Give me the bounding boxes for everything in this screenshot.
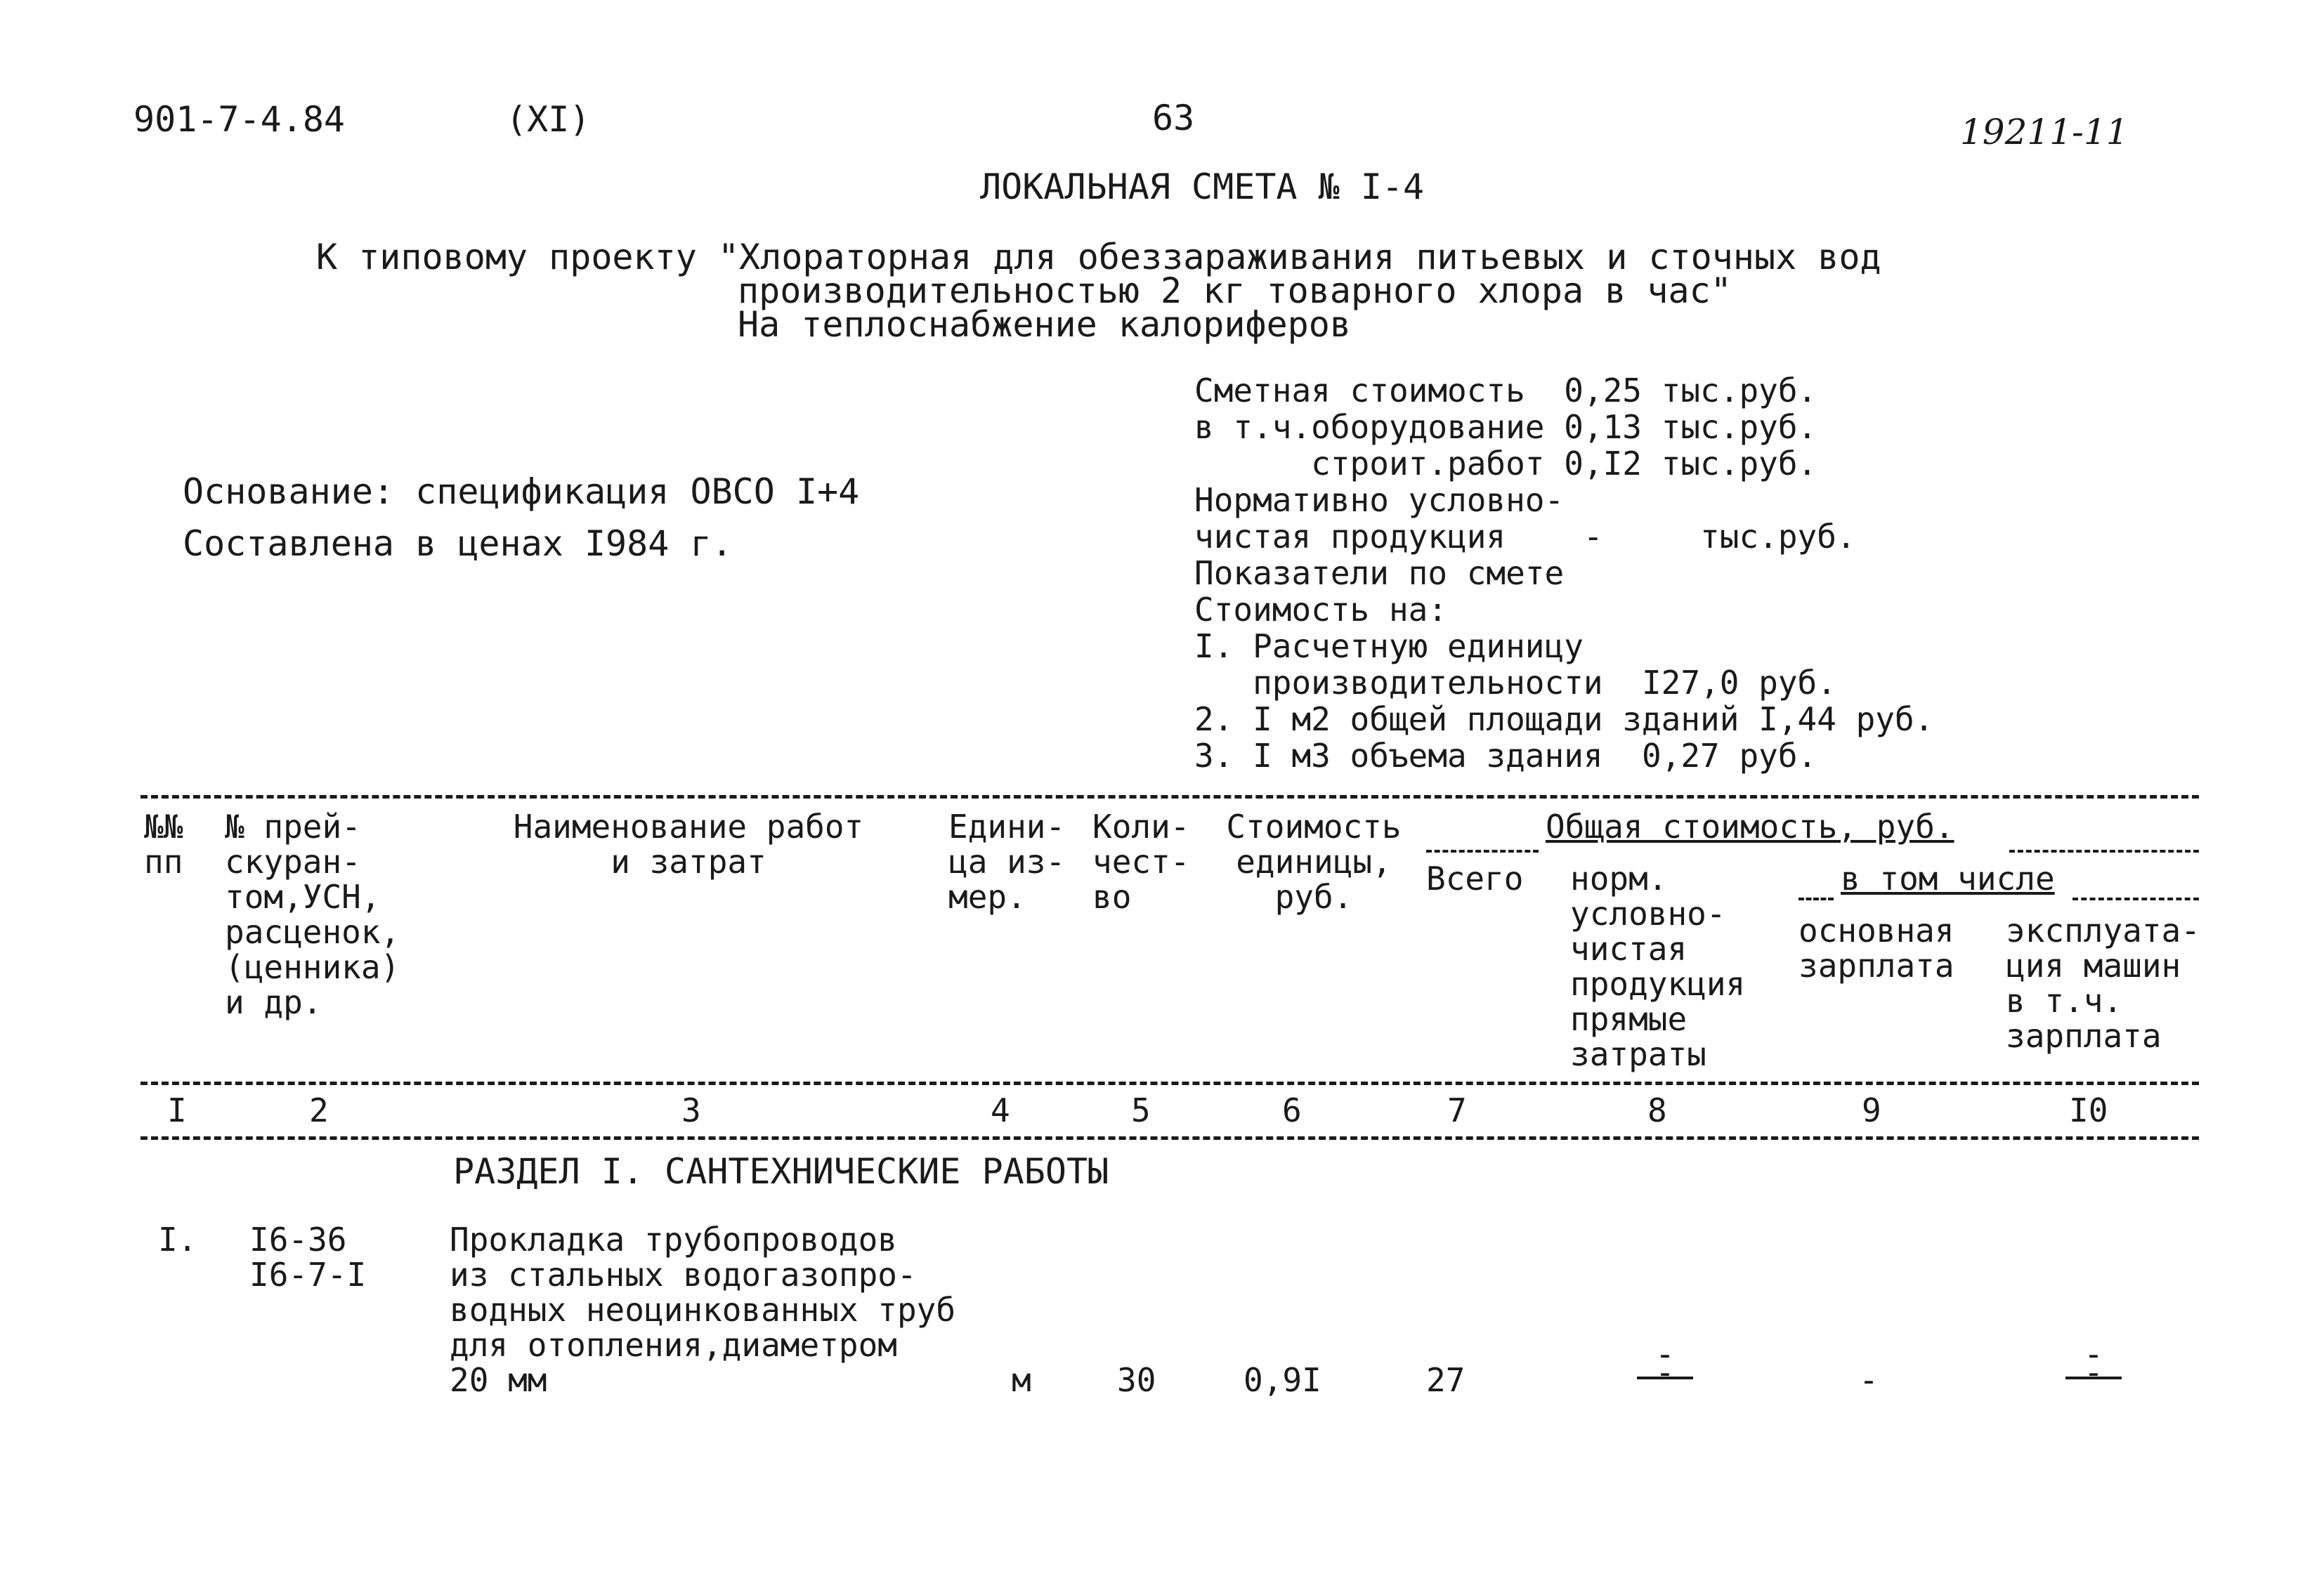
col-number: 5: [1131, 1091, 1151, 1129]
row-qty: 30: [1117, 1361, 1156, 1399]
cost-summary-line: в т.ч.оборудование 0,13 тыс.руб.: [1194, 408, 1817, 446]
handwritten-ref: 19211-11: [1960, 112, 2129, 152]
section-title: РАЗДЕЛ I. САНТЕХНИЧЕСКИЕ РАБОТЫ: [453, 1151, 1109, 1192]
project-line-3: На теплоснабжение калориферов: [738, 304, 1351, 345]
row-unit-cost: 0,9I: [1243, 1361, 1321, 1399]
cost-summary-line: Нормативно условно-: [1194, 481, 1565, 519]
indicators-line: 2. I м2 общей площади зданий I,44 руб.: [1194, 700, 1934, 738]
col-number: I: [167, 1091, 187, 1129]
incl-group-header: в том числе: [1841, 860, 2055, 898]
col-header-salary: основная зарплата: [1799, 912, 1954, 985]
col-header-norm: норм. условно- чистая продукция прямые затраты: [1570, 860, 1746, 1073]
col-header-num: №№ пп: [144, 808, 183, 881]
total-group-rule-left: [1426, 850, 1539, 853]
row-name: Прокладка трубопроводов из стальных водогазопро- водных неоцинкованных труб для отопления,диаметром 20 мм: [450, 1221, 956, 1399]
row-norm-divider: [1637, 1377, 1693, 1379]
cost-summary-line: строит.работ 0,I2 тыс.руб.: [1194, 445, 1817, 482]
total-group-header: Общая стоимость, руб.: [1546, 808, 1954, 846]
col-number: 7: [1447, 1091, 1467, 1129]
incl-group-rule-left: [1799, 898, 1834, 900]
row-machines-divider: [2065, 1377, 2122, 1379]
cost-summary-line: чистая продукция - тыс.руб.: [1194, 518, 1856, 556]
project-line-2: производительностью 2 кг товарного хлора в час": [738, 270, 1732, 311]
col-number: 9: [1862, 1091, 1881, 1129]
row-total: 27: [1426, 1361, 1465, 1399]
row-norm: - -: [1655, 1335, 1675, 1391]
row-salary: -: [1859, 1361, 1879, 1399]
col-header-machines: эксплуата- ция машин в т.ч. зарплата: [2006, 912, 2200, 1055]
indicators-line: I. Расчетную единицу: [1194, 627, 1584, 665]
basis-prices: Составлена в ценах I984 г.: [183, 523, 733, 564]
indicators-line: Стоимость на:: [1194, 591, 1448, 629]
basis-spec: Основание: спецификация ОВСО I+4: [183, 471, 860, 512]
col-number: 8: [1647, 1091, 1667, 1129]
header-bottom-rule: [141, 1082, 2199, 1085]
page-title: ЛОКАЛЬНАЯ СМЕТА № I-4: [980, 166, 1425, 207]
row-num: I.: [158, 1221, 197, 1259]
col-number: I0: [2069, 1091, 2108, 1129]
col-header-ref: № прей- скуран- том,УСН, расценок, (ценника) и др.: [225, 808, 400, 1021]
indicators-line: 3. I м3 объема здания 0,27 руб.: [1194, 737, 1817, 775]
col-number: 6: [1282, 1091, 1302, 1129]
indicators-line: производительности I27,0 руб.: [1194, 664, 1836, 702]
table-top-rule: [141, 795, 2199, 799]
row-machines: - -: [2084, 1335, 2103, 1391]
project-line-1: К типовому проекту "Хлораторная для обеззараживания питьевых и сточных вод: [316, 237, 1881, 277]
numbers-bottom-rule: [141, 1136, 2199, 1140]
col-header-name: Наименование работ и затрат: [513, 808, 864, 881]
page-number: 63: [1152, 98, 1195, 138]
row-ref: I6-36 I6-7-I: [249, 1221, 367, 1294]
col-header-total: Всего: [1426, 860, 1524, 898]
cost-summary-line: Сметная стоимость 0,25 тыс.руб.: [1194, 372, 1817, 409]
row-unit: м: [1012, 1361, 1031, 1399]
doc-code: 901-7-4.84: [133, 99, 346, 140]
incl-group-rule-right: [2072, 898, 2199, 900]
indicators-line: Показатели по смете: [1194, 554, 1565, 592]
cost-summary: [1194, 372, 1856, 555]
col-header-unit-cost: Стоимость единицы, руб.: [1226, 808, 1402, 916]
col-number: 2: [309, 1091, 329, 1129]
total-group-rule-right: [2009, 850, 2199, 853]
doc-part: (XI): [506, 99, 591, 140]
col-number: 4: [991, 1091, 1010, 1129]
col-number: 3: [681, 1091, 701, 1129]
indicators: [1194, 555, 1933, 774]
col-header-qty: Коли- чест- во: [1092, 808, 1190, 916]
col-header-unit: Едини- ца из- мер.: [948, 808, 1066, 916]
